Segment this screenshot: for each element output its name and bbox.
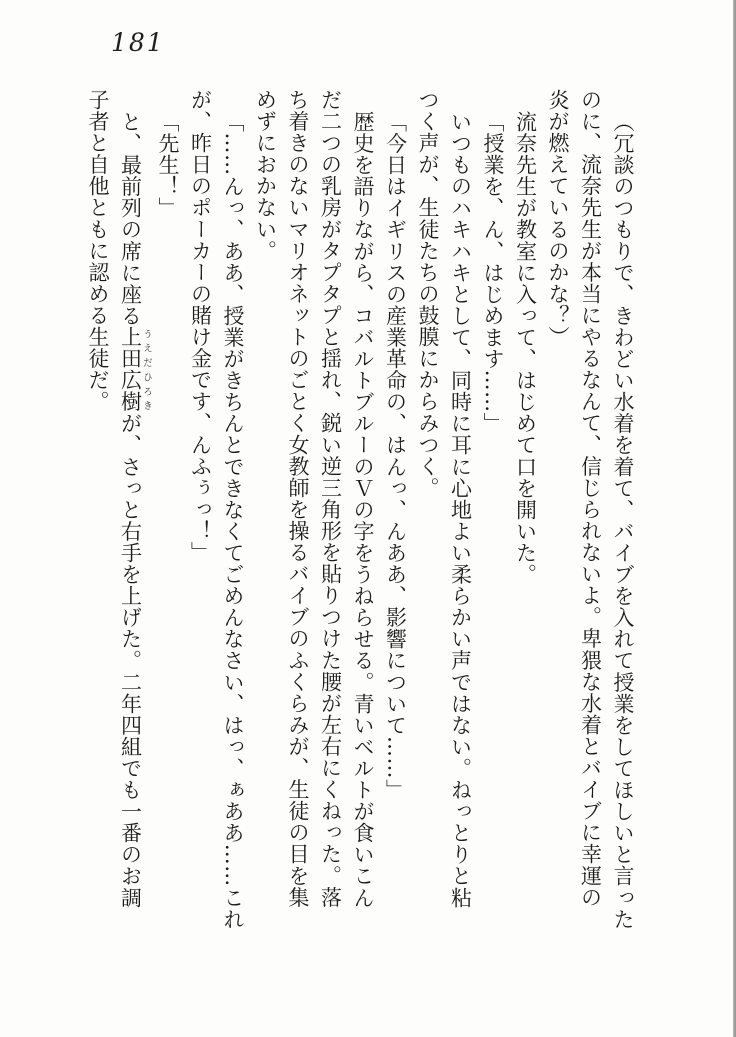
- text-line: と、最前列の席に座る上田うえだ広樹ひろきが、さっと右手を上げた。二年四組でも一番のお調: [118, 110, 152, 908]
- text-line: いつものハキハキとして、同時に耳に心地よい柔らかい声ではない。ねっとりと粘: [448, 110, 473, 908]
- text-line: （冗談のつもりで、きわどい水着を着て、バイブを入れて授業をしてほしいと言った: [611, 110, 635, 930]
- page-number: 181: [111, 28, 165, 57]
- text-line: 「今日はイギリスの産業革命の、はんっ、んああ、影響について……」: [383, 110, 408, 801]
- text-line: 「先生！」: [156, 110, 180, 219]
- ruby-annotated-name: 広樹ひろき: [118, 369, 152, 413]
- text-line: 歴史を語りながら、コバルトブルーのＶの字をうねらせる。青いベルトが食いこん: [351, 110, 375, 908]
- text-line: ち着きのないマリオネットのごとく女教師を操るバイブのふくらみが、生徒の目を集: [286, 89, 310, 908]
- text-line: 炎が燃えているのかな？）: [546, 89, 570, 348]
- text-line: 子者と自他ともに認める生徒だ。: [86, 89, 110, 413]
- page-text: [82, 89, 640, 930]
- text-line: 流奈先生が教室に入って、はじめて口を開いた。: [513, 110, 538, 585]
- furigana: ひろき: [141, 369, 152, 413]
- text-line: が、昨日のポーカーの賭け金です、んふぅっ！」: [188, 89, 213, 564]
- text-line: 「授業を、ん、はじめます……」: [481, 110, 505, 434]
- text-line: だ二つの乳房がタプタプと揺れ、鋭い逆三角形を貼りつけた腰が左右にくねった。落: [318, 89, 343, 908]
- text-line: 「……んっ、ああ、授業がきちんとできなくてごめんなさい、はっ、ぁああ……これ: [221, 110, 245, 930]
- text-line: めずにおかない。: [253, 89, 278, 262]
- text-line: のに、流奈先生が本当にやるなんて、信じられないよ。卑猥な水着とバイブに幸運の: [578, 89, 603, 908]
- furigana: うえだ: [141, 326, 152, 370]
- text-line: つく声が、生徒たちの鼓膜にからみつく。: [416, 89, 440, 499]
- ruby-annotated-name: 上田うえだ: [118, 326, 152, 370]
